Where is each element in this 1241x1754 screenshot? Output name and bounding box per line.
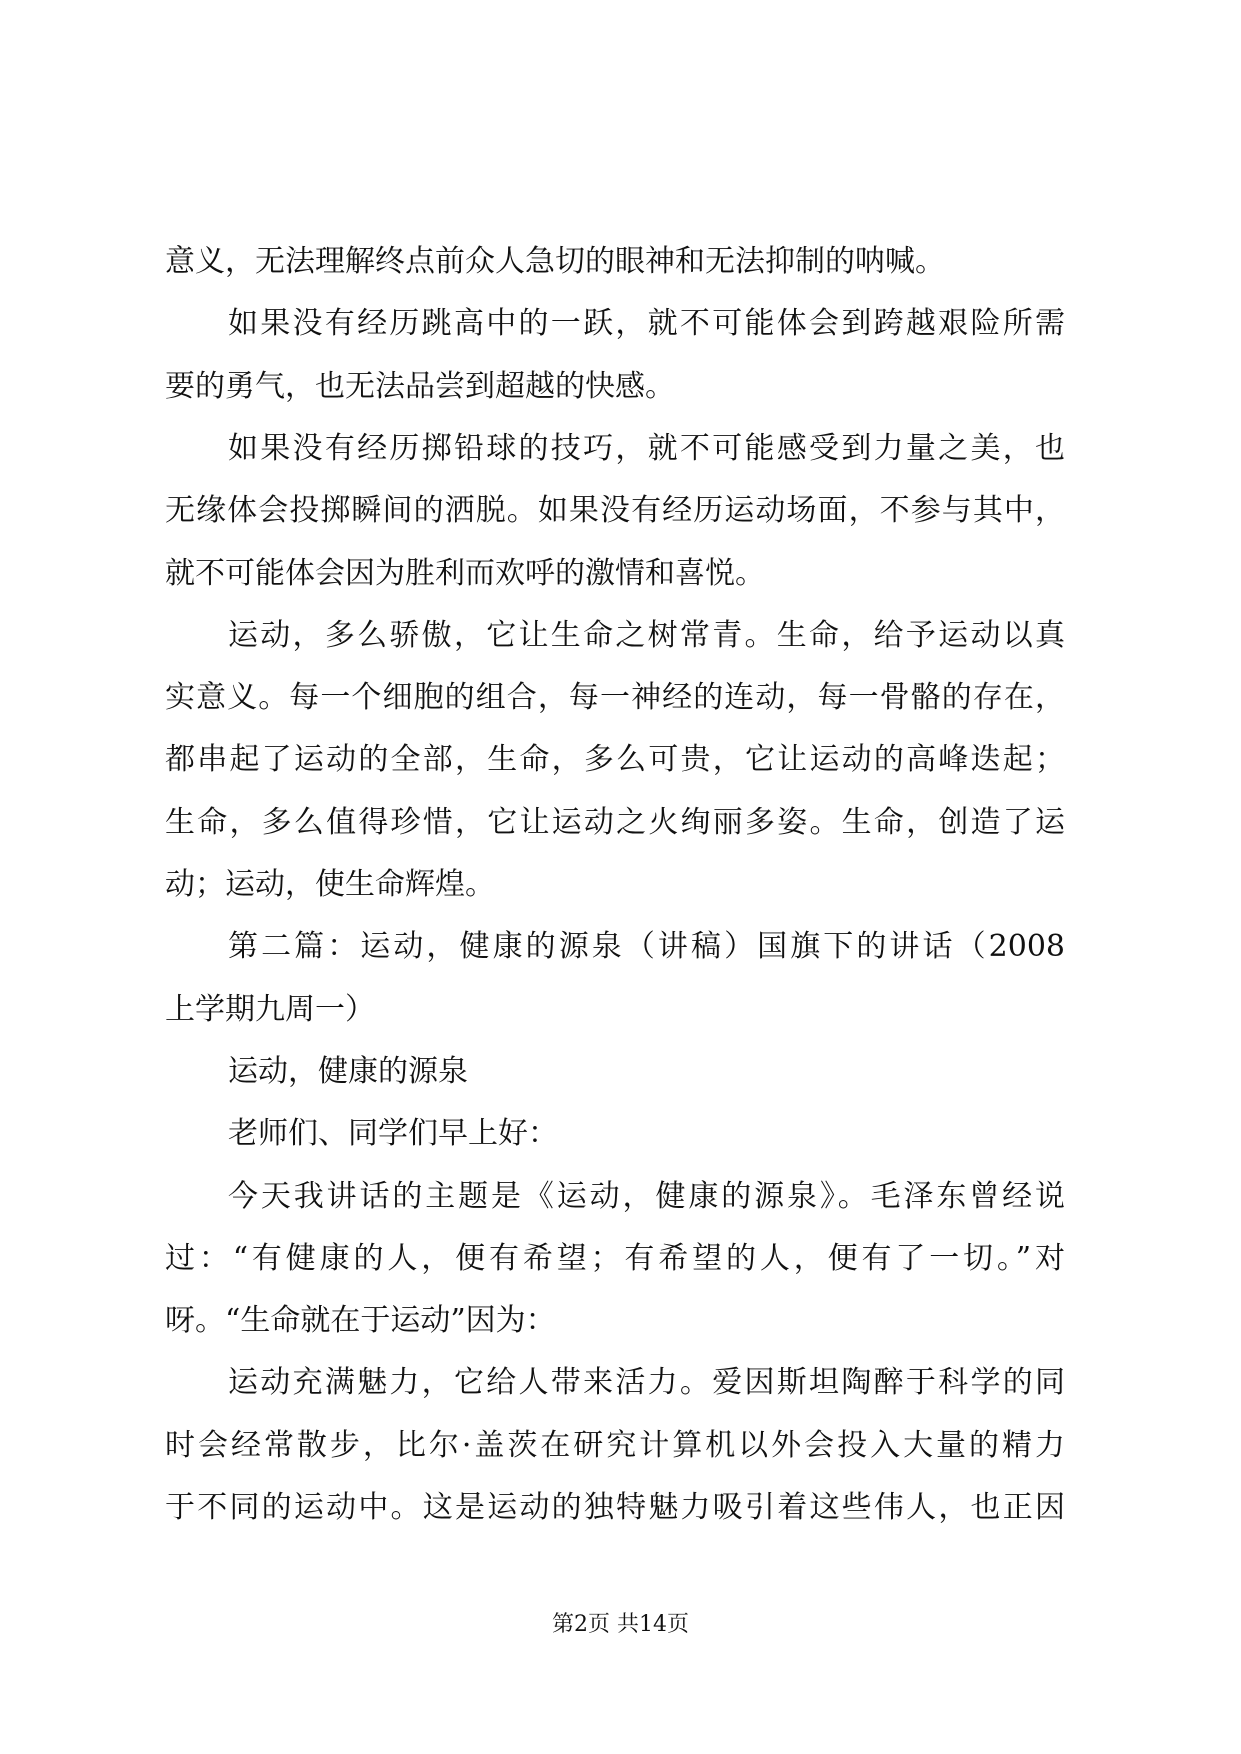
text-line: 实意义。每一个细胞的组合，每一神经的连动，每一骨骼的存在， <box>165 680 1065 716</box>
text-line: 运动充满魅力，它给人带来活力。爱因斯坦陶醉于科学的同 <box>228 1365 1065 1401</box>
text-line: 无缘体会投掷瞬间的洒脱。如果没有经历运动场面，不参与其中， <box>165 493 1065 529</box>
text-line: 过：“有健康的人，便有希望；有希望的人，便有了一切。”对 <box>165 1240 1065 1276</box>
text-line: 都串起了运动的全部，生命，多么可贵，它让运动的高峰迭起； <box>165 742 1065 778</box>
text-line: 上学期九周一） <box>165 991 375 1027</box>
text-line: 运动，健康的源泉 <box>228 1053 468 1089</box>
text-line: 生命，多么值得珍惜，它让运动之火绚丽多姿。生命，创造了运 <box>165 804 1065 840</box>
text-line: 如果没有经历跳高中的一跃，就不可能体会到跨越艰险所需 <box>228 306 1065 342</box>
text-line: 今天我讲话的主题是《运动，健康的源泉》。毛泽东曾经说 <box>228 1178 1065 1214</box>
text-line: 动；运动，使生命辉煌。 <box>165 867 495 902</box>
text-line: 就不可能体会因为胜利而欢呼的激情和喜悦。 <box>165 555 765 591</box>
page-footer: 第2页 共14页 <box>552 1612 689 1637</box>
text-line: 时会经常散步，比尔·盖茨在研究计算机以外会投入大量的精力 <box>165 1427 1065 1463</box>
text-line: 意义，无法理解终点前众人急切的眼神和无法抑制的呐喊。 <box>165 244 945 279</box>
text-line: 呀。“生命就在于运动”因为： <box>165 1303 556 1339</box>
text-line: 于不同的运动中。这是运动的独特魅力吸引着这些伟人，也正因 <box>165 1490 1065 1525</box>
text-line: 老师们、同学们早上好： <box>228 1116 558 1152</box>
text-line: 要的勇气，也无法品尝到超越的快感。 <box>165 368 675 404</box>
text-line: 运动，多么骄傲，它让生命之树常青。生命，给予运动以真 <box>228 617 1065 653</box>
text-line: 第二篇：运动，健康的源泉（讲稿）国旗下的讲话（2008 <box>228 929 1065 965</box>
text-line: 如果没有经历掷铅球的技巧，就不可能感受到力量之美，也 <box>228 430 1065 466</box>
